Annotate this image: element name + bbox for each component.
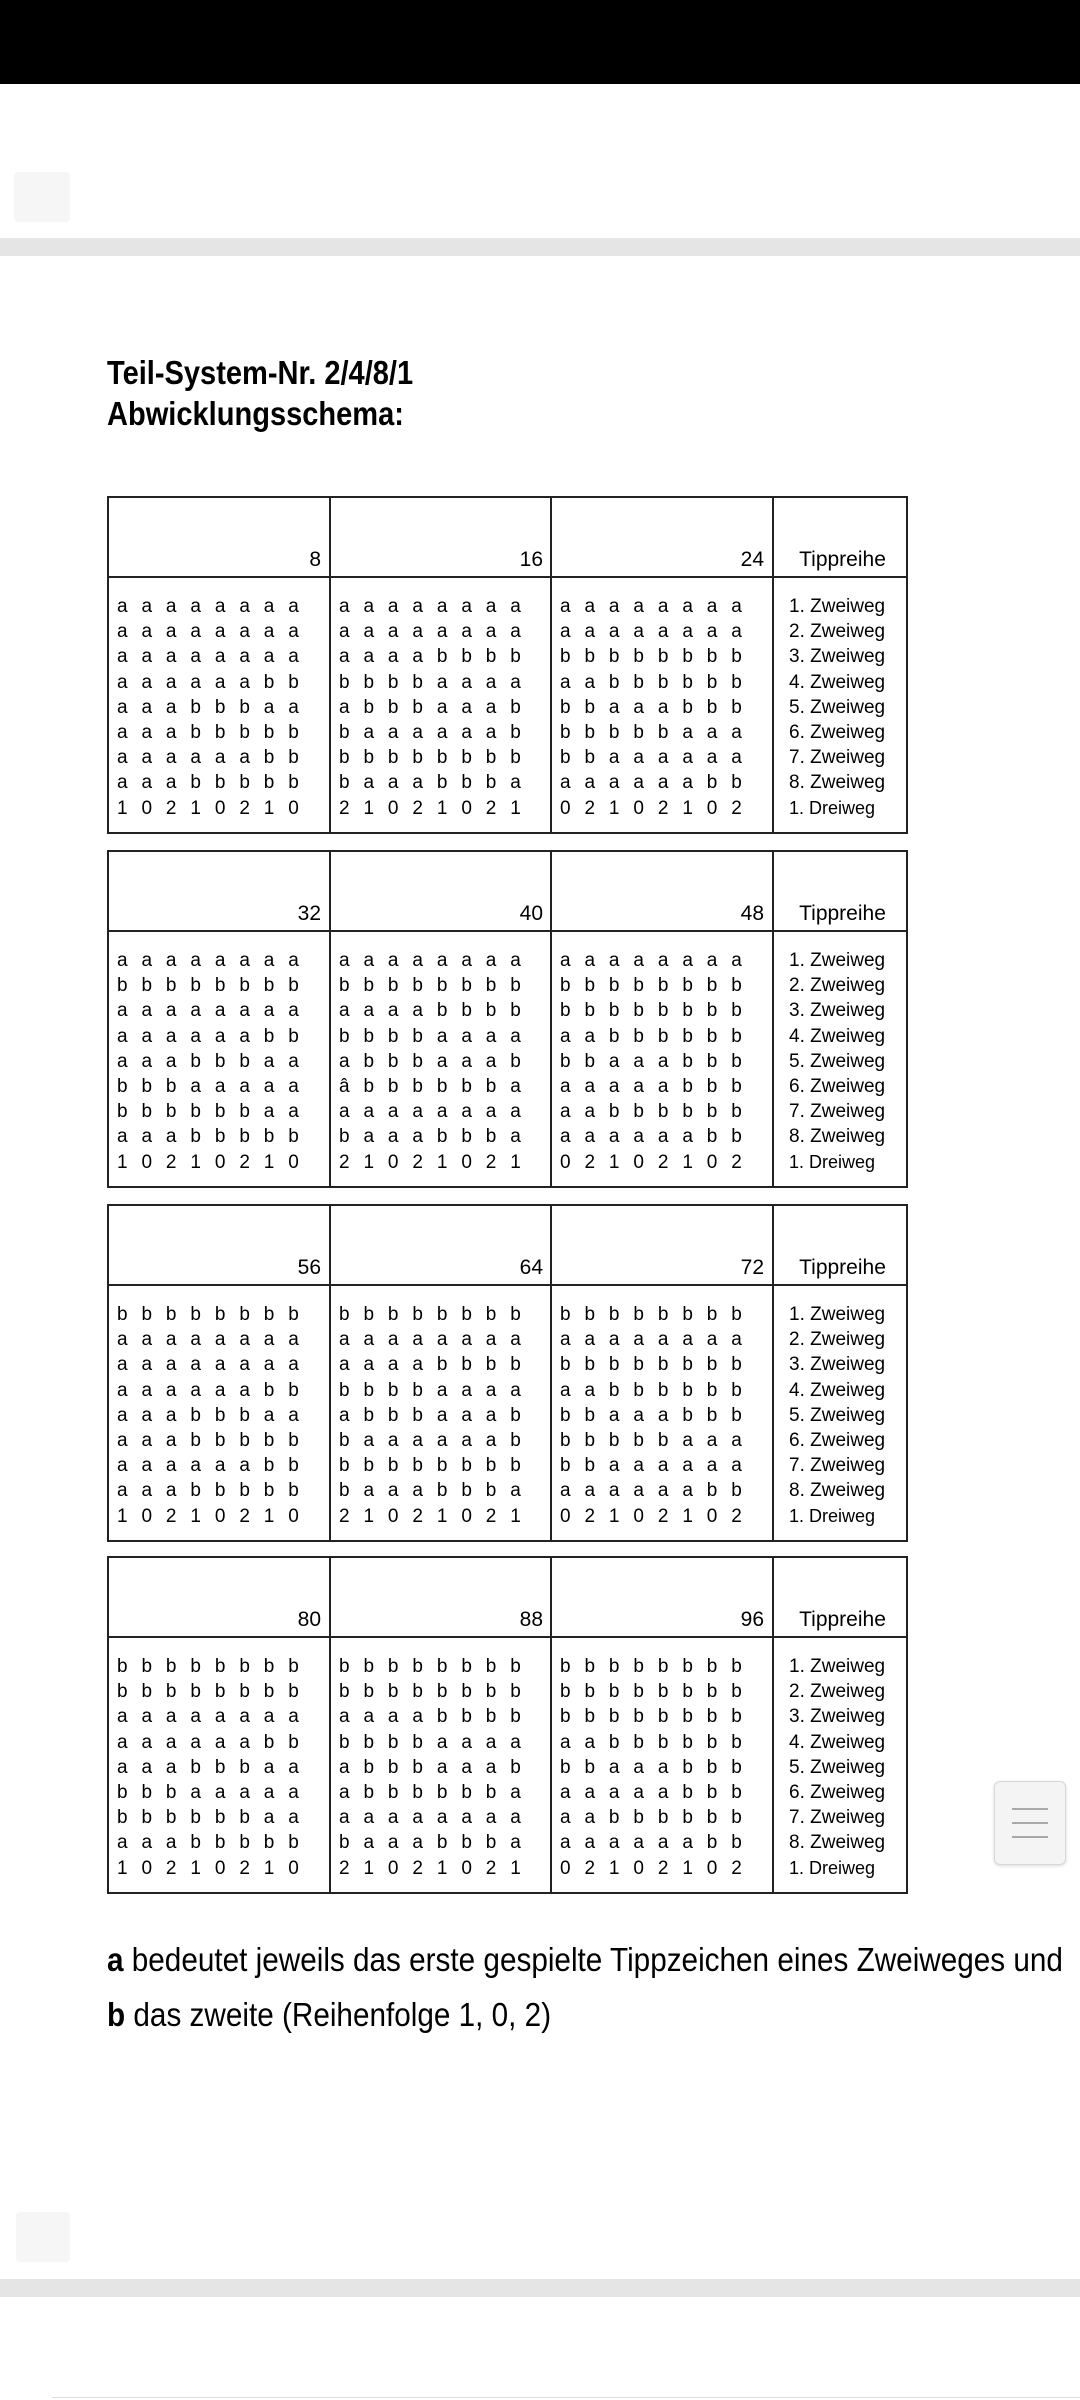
tippreihe-header: Tippreihe <box>799 1256 886 1279</box>
tip-row: aaaaaaaa <box>560 950 756 971</box>
tip-column <box>560 948 756 1175</box>
tip-row: aaaaaaaa <box>117 1329 313 1351</box>
tip-row: aaaaabbb <box>560 1781 756 1803</box>
tip-column <box>117 948 313 1175</box>
row-label: 3. Zweiweg <box>789 646 886 668</box>
tip-row: aaaaaabb <box>117 671 313 693</box>
row-label: 6. Zweiweg <box>789 1781 886 1803</box>
tip-row: aabbbbbb <box>560 671 756 693</box>
hamburger-menu-icon-bar <box>1012 1836 1048 1838</box>
block-body <box>109 1286 906 1540</box>
row-label: 1. Zweiweg <box>789 950 886 971</box>
hamburger-menu-icon-bar <box>1012 1822 1048 1824</box>
tip-row: aaabbbbb <box>117 721 313 743</box>
column-number: 8 <box>309 548 321 571</box>
page-edge-line <box>52 2397 1080 2398</box>
column-divider <box>329 1286 331 1540</box>
row-label: 1. Zweiweg <box>789 596 886 617</box>
tip-row: bbbbaaaa <box>339 1731 535 1753</box>
tip-row: 10210210 <box>117 1505 313 1527</box>
note-text-1: bedeutet jeweils das erste gespielte Tippzeichen eines Zweiweges und <box>123 1941 1063 1978</box>
tip-row: aaaaaabb <box>560 772 756 794</box>
tip-row: abbbaaab <box>339 1050 535 1072</box>
tip-row: aaaaaabb <box>117 1731 313 1753</box>
row-label: 1. Zweiweg <box>789 1304 886 1325</box>
block-body <box>109 578 906 832</box>
column-divider <box>550 578 552 832</box>
tip-row: aaaabbbb <box>339 1706 535 1728</box>
page-placeholder-bottom <box>16 2212 70 2262</box>
row-label: 3. Zweiweg <box>789 1000 886 1022</box>
tip-row: aaaaaaaa <box>117 621 313 643</box>
row-label: 4. Zweiweg <box>789 1379 886 1401</box>
row-label: 6. Zweiweg <box>789 1075 886 1097</box>
block-header <box>109 1206 906 1286</box>
tip-row: aaabbbaa <box>117 1050 313 1072</box>
tip-row: aaabbbaa <box>117 1404 313 1426</box>
column-number: 32 <box>297 902 321 925</box>
tip-column <box>560 1302 756 1529</box>
row-label-column <box>789 1302 885 1529</box>
tip-row: 02102102 <box>560 1505 756 1527</box>
tip-row: baaabbba <box>339 1126 535 1148</box>
tip-row: aaabbbaa <box>117 696 313 718</box>
tip-row: bbbbbbbb <box>560 975 756 997</box>
tip-row: bbaaabbb <box>560 1050 756 1072</box>
tip-row: aaaaaaaa <box>339 950 535 971</box>
tip-row: aaaaaaaa <box>560 596 756 617</box>
row-label: 1. Dreiweg <box>789 1857 876 1878</box>
tip-row: 21021021 <box>339 1151 535 1173</box>
note-line-2 <box>107 1987 1063 2042</box>
tip-row: bbbbaaaa <box>339 671 535 693</box>
row-label: 5. Zweiweg <box>789 1756 886 1778</box>
row-label: 4. Zweiweg <box>789 1025 886 1047</box>
page-placeholder-top <box>14 172 70 222</box>
column-divider <box>550 932 552 1186</box>
tip-row: bbbbbbbb <box>560 646 756 668</box>
tip-row: bbaaabbb <box>560 1756 756 1778</box>
schema-block-4 <box>107 1556 908 1894</box>
tip-row: aaabbbaa <box>117 1756 313 1778</box>
block-body <box>109 1638 906 1892</box>
column-number: 24 <box>740 548 764 571</box>
tip-row: bbbaaaaa <box>117 1075 313 1097</box>
tip-row: bbbbbbbb <box>117 1656 313 1677</box>
tip-row: 10210210 <box>117 1151 313 1173</box>
column-divider <box>550 1286 552 1540</box>
tip-row: baaabbba <box>339 1832 535 1854</box>
tip-row: aaaabbbb <box>339 646 535 668</box>
schema-block-3 <box>107 1204 908 1542</box>
block-header <box>109 852 906 932</box>
tip-row: aaaaaaaa <box>117 950 313 971</box>
tip-row: baaaaaab <box>339 1429 535 1451</box>
row-label: 7. Zweiweg <box>789 747 886 769</box>
tip-row: aaaaaaaa <box>339 1329 535 1351</box>
tip-column <box>339 1654 535 1881</box>
tip-row: bbbbbbbb <box>117 1681 313 1703</box>
tip-row: aaabbbbb <box>117 1832 313 1854</box>
tip-row: abbbaaab <box>339 1404 535 1426</box>
tip-row: bbbbbbbb <box>560 1656 756 1677</box>
column-divider <box>772 1638 774 1892</box>
tip-row: baaabbba <box>339 1480 535 1502</box>
column-divider <box>329 932 331 1186</box>
tip-row: aaaaaaaa <box>117 596 313 617</box>
tip-row: 21021021 <box>339 1857 535 1879</box>
tip-row: aaaaaaaa <box>117 646 313 668</box>
tip-row: bbbbbaaa <box>560 721 756 743</box>
schema-block-2 <box>107 850 908 1188</box>
tip-row: bbbaaaaa <box>117 1781 313 1803</box>
tip-row: aaaaaaaa <box>117 1706 313 1728</box>
tip-row: 10210210 <box>117 1857 313 1879</box>
tip-row: abbbaaab <box>339 696 535 718</box>
tip-column <box>560 594 756 821</box>
column-divider <box>329 1638 331 1892</box>
note-text-2: das zweite (Reihenfolge 1, 0, 2) <box>125 1996 552 2033</box>
row-label: 8. Zweiweg <box>789 772 886 794</box>
tip-row: aaaaaabb <box>117 1379 313 1401</box>
tip-row: bbbbbbbb <box>339 1681 535 1703</box>
hamburger-menu-button[interactable] <box>994 1781 1066 1865</box>
row-label: 8. Zweiweg <box>789 1480 886 1502</box>
tippreihe-header: Tippreihe <box>799 548 886 571</box>
column-divider <box>772 1286 774 1540</box>
row-label: 4. Zweiweg <box>789 1731 886 1753</box>
tip-row: bbbbbbbb <box>560 1304 756 1325</box>
column-divider <box>772 1206 774 1284</box>
tip-row: aaaaaaaa <box>560 1329 756 1351</box>
title-line-2: Abwicklungsschema: <box>107 395 404 432</box>
row-label: 1. Zweiweg <box>789 1656 886 1677</box>
note-bold-a: a <box>107 1941 124 1978</box>
row-label: 2. Zweiweg <box>789 1681 886 1703</box>
tip-row: baaaaaab <box>339 721 535 743</box>
tip-column <box>339 594 535 821</box>
tip-row: aaabbbbb <box>117 772 313 794</box>
column-number: 96 <box>740 1608 764 1631</box>
column-divider <box>772 1558 774 1636</box>
tip-row: aaaaaaaa <box>339 621 535 643</box>
tip-row: aaaaaaaa <box>339 596 535 617</box>
tip-row: bbbbbbbb <box>560 1681 756 1703</box>
tip-row: aaaabbbb <box>339 1354 535 1376</box>
column-number: 88 <box>519 1608 543 1631</box>
page-separator-bottom <box>0 2279 1080 2297</box>
title-line-1: Teil-System-Nr. 2/4/8/1 <box>107 354 414 391</box>
column-divider <box>329 578 331 832</box>
tip-row: 02102102 <box>560 1151 756 1173</box>
tip-row: aaaaaaaa <box>117 1000 313 1022</box>
row-label: 5. Zweiweg <box>789 1404 886 1426</box>
tip-row: âbbbbbba <box>339 1075 535 1097</box>
column-number: 16 <box>519 548 543 571</box>
row-label: 5. Zweiweg <box>789 1050 886 1072</box>
tip-row: aaaaaaaa <box>339 1807 535 1829</box>
row-label: 7. Zweiweg <box>789 1101 886 1123</box>
tip-row: bbbbaaaa <box>339 1025 535 1047</box>
tip-row: bbaaabbb <box>560 1404 756 1426</box>
tip-row: 02102102 <box>560 797 756 819</box>
tip-row: 10210210 <box>117 797 313 819</box>
tip-row: bbbbbbbb <box>117 975 313 997</box>
tip-row: aabbbbbb <box>560 1025 756 1047</box>
tip-column <box>117 1302 313 1529</box>
column-divider <box>772 498 774 576</box>
row-label: 2. Zweiweg <box>789 1329 886 1351</box>
column-number: 72 <box>740 1256 764 1279</box>
tip-row: bbbbbbbb <box>339 1656 535 1677</box>
tip-row: aabbbbbb <box>560 1379 756 1401</box>
tip-row: 21021021 <box>339 797 535 819</box>
tip-row: aaaaabbb <box>560 1075 756 1097</box>
row-label: 2. Zweiweg <box>789 975 886 997</box>
tip-row: bbbbbaaa <box>560 1429 756 1451</box>
tip-row: aabbbbbb <box>560 1807 756 1829</box>
tip-row: aaabbbbb <box>117 1429 313 1451</box>
tip-column <box>339 948 535 1175</box>
tip-row: bbbbbbbb <box>339 747 535 769</box>
column-number: 80 <box>297 1608 321 1631</box>
tip-column <box>117 1654 313 1881</box>
tip-row: aaabbbbb <box>117 1480 313 1502</box>
tip-row: aaaaaabb <box>560 1832 756 1854</box>
column-number: 40 <box>519 902 543 925</box>
column-divider <box>772 932 774 1186</box>
row-label-column <box>789 948 885 1175</box>
tippreihe-header: Tippreihe <box>799 902 886 925</box>
status-bar <box>0 0 1080 84</box>
row-label: 1. Dreiweg <box>789 1151 876 1172</box>
column-number: 48 <box>740 902 764 925</box>
tip-row: bbbbbbbb <box>339 1455 535 1477</box>
tip-row: bbbbbbbb <box>560 1354 756 1376</box>
tip-row: bbaaaaaa <box>560 1455 756 1477</box>
row-label: 3. Zweiweg <box>789 1706 886 1728</box>
page-separator-top <box>0 238 1080 256</box>
note-line-1 <box>107 1932 1063 1987</box>
tip-row: bbaaabbb <box>560 696 756 718</box>
row-label: 2. Zweiweg <box>789 621 886 643</box>
row-label: 7. Zweiweg <box>789 1455 886 1477</box>
tip-row: bbbbbbbb <box>339 975 535 997</box>
column-number: 56 <box>297 1256 321 1279</box>
tip-row: aaaaaabb <box>560 1480 756 1502</box>
tip-row: aaabbbbb <box>117 1126 313 1148</box>
block-header <box>109 498 906 578</box>
tip-row: bbbbbbaa <box>117 1101 313 1123</box>
row-label-column <box>789 1654 885 1881</box>
column-divider <box>550 1638 552 1892</box>
tip-row: bbbbbbbb <box>560 1000 756 1022</box>
tip-row: bbbbbbbb <box>339 1304 535 1325</box>
tip-row: baaabbba <box>339 772 535 794</box>
schema-block-1 <box>107 496 908 834</box>
tip-row: bbbbbbbb <box>560 1706 756 1728</box>
tip-row: abbbaaab <box>339 1756 535 1778</box>
tip-row: aaaaaaaa <box>560 621 756 643</box>
tip-row: bbbbbbaa <box>117 1807 313 1829</box>
tippreihe-header: Tippreihe <box>799 1608 886 1631</box>
row-label: 6. Zweiweg <box>789 1429 886 1451</box>
tip-row: bbaaaaaa <box>560 747 756 769</box>
block-header <box>109 1558 906 1638</box>
tip-column <box>339 1302 535 1529</box>
tip-row: aaaaaabb <box>117 1025 313 1047</box>
note-bold-b: b <box>107 1996 126 2033</box>
tip-row: abbbbbba <box>339 1781 535 1803</box>
tip-row: 21021021 <box>339 1505 535 1527</box>
row-label: 7. Zweiweg <box>789 1807 886 1829</box>
document-title <box>107 352 413 434</box>
row-label: 1. Dreiweg <box>789 1505 876 1526</box>
column-divider <box>772 852 774 930</box>
tip-row: bbbbbbbb <box>117 1304 313 1325</box>
column-number: 64 <box>519 1256 543 1279</box>
row-label-column <box>789 594 885 821</box>
tip-row: aaaaaabb <box>117 1455 313 1477</box>
row-label: 1. Dreiweg <box>789 797 876 818</box>
tip-row: 02102102 <box>560 1857 756 1879</box>
tip-row: aaaaaaaa <box>117 1354 313 1376</box>
tip-column <box>560 1654 756 1881</box>
tip-row: aaaabbbb <box>339 1000 535 1022</box>
tip-row: bbbbaaaa <box>339 1379 535 1401</box>
tip-row: aaaaaabb <box>117 747 313 769</box>
row-label: 3. Zweiweg <box>789 1354 886 1376</box>
tip-row: aabbbbbb <box>560 1101 756 1123</box>
column-divider <box>772 578 774 832</box>
row-label: 6. Zweiweg <box>789 721 886 743</box>
tip-row: aabbbbbb <box>560 1731 756 1753</box>
tip-row: aaaaaabb <box>560 1126 756 1148</box>
row-label: 8. Zweiweg <box>789 1832 886 1854</box>
row-label: 4. Zweiweg <box>789 671 886 693</box>
hamburger-menu-icon <box>1012 1808 1048 1810</box>
block-body <box>109 932 906 1186</box>
tip-column <box>117 594 313 821</box>
row-label: 5. Zweiweg <box>789 696 886 718</box>
tip-row: aaaaaaaa <box>339 1101 535 1123</box>
legend-note <box>107 1932 1063 2042</box>
row-label: 8. Zweiweg <box>789 1126 886 1148</box>
